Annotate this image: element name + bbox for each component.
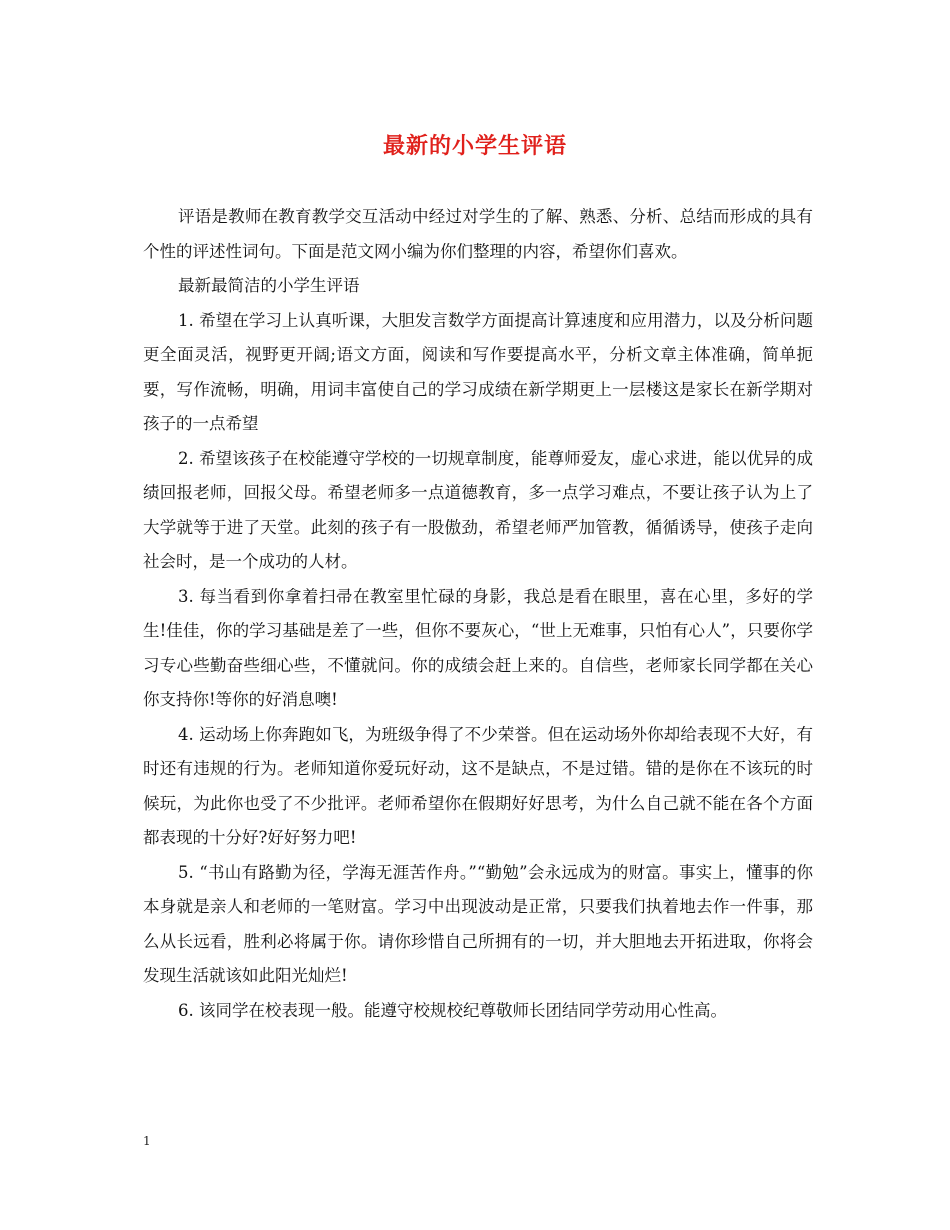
intro-paragraph: 评语是教师在教育教学交互活动中经过对学生的了解、熟悉、分析、总结而形成的具有个性的评述性词句。下面是范文网小编为你们整理的内容，希望你们喜欢。 (143, 207, 813, 261)
page-number: 1 (143, 1134, 151, 1148)
comment-item-2: 2. 希望该孩子在校能遵守学校的一切规章制度，能尊师爱友，虚心求进，能以优异的成绩回报老师，回报父母。希望老师多一点道德教育，多一点学习难点，不要让孩子认为上了大学就等于进了天堂。此刻的孩子有一股傲劲，希望老师严加管教，循循诱导，使孩子走向社会时，是一个成功的人材。 (143, 448, 813, 571)
comment-item-3: 3. 每当看到你拿着扫帚在教室里忙碌的身影，我总是看在眼里，喜在心里，多好的学生!佳佳，你的学习基础是差了一些，但你不要灰心，“世上无难事，只怕有心人”，只要你学习专心些勤奋些细心些，不懂就问。你的成绩会赶上来的。自信些，老师家长同学都在关心你支持你!等你的好消息噢! (143, 586, 813, 709)
comment-item-6: 6. 该同学在校表现一般。能遵守校规校纪尊敬师长团结同学劳动用心性高。 (178, 1000, 727, 1020)
comment-item-5: 5. “书山有路勤为径，学海无涯苦作舟。”“勤勉”会永远成为的财富。事实上，懂事的你本身就是亲人和老师的一笔财富。学习中出现波动是正常，只要我们执着地去作一件事，那么从长远看，胜利必将属于你。请你珍惜自己所拥有的一切，并大胆地去开拓进取，你将会发现生活就该如此阳光灿烂! (143, 862, 813, 985)
document-title: 最新的小学生评语 (382, 133, 567, 159)
section-heading: 最新最简洁的小学生评语 (178, 276, 360, 295)
document-body (143, 200, 813, 1028)
comment-item-1: 1. 希望在学习上认真听课，大胆发言数学方面提高计算速度和应用潜力，以及分析问题更全面灵活，视野更开阔;语文方面，阅读和写作要提高水平，分析文章主体准确，简单扼要，写作流畅，明确，用词丰富使自己的学习成绩在新学期更上一层楼这是家长在新学期对孩子的一点希望 (143, 310, 813, 433)
comment-item-4: 4. 运动场上你奔跑如飞，为班级争得了不少荣誉。但在运动场外你却给表现不大好，有时还有违规的行为。老师知道你爱玩好动，这不是缺点，不是过错。错的是你在不该玩的时候玩，为此你也受了不少批评。老师希望你在假期好好思考，为什么自己就不能在各个方面都表现的十分好?好好努力吧! (143, 724, 813, 847)
